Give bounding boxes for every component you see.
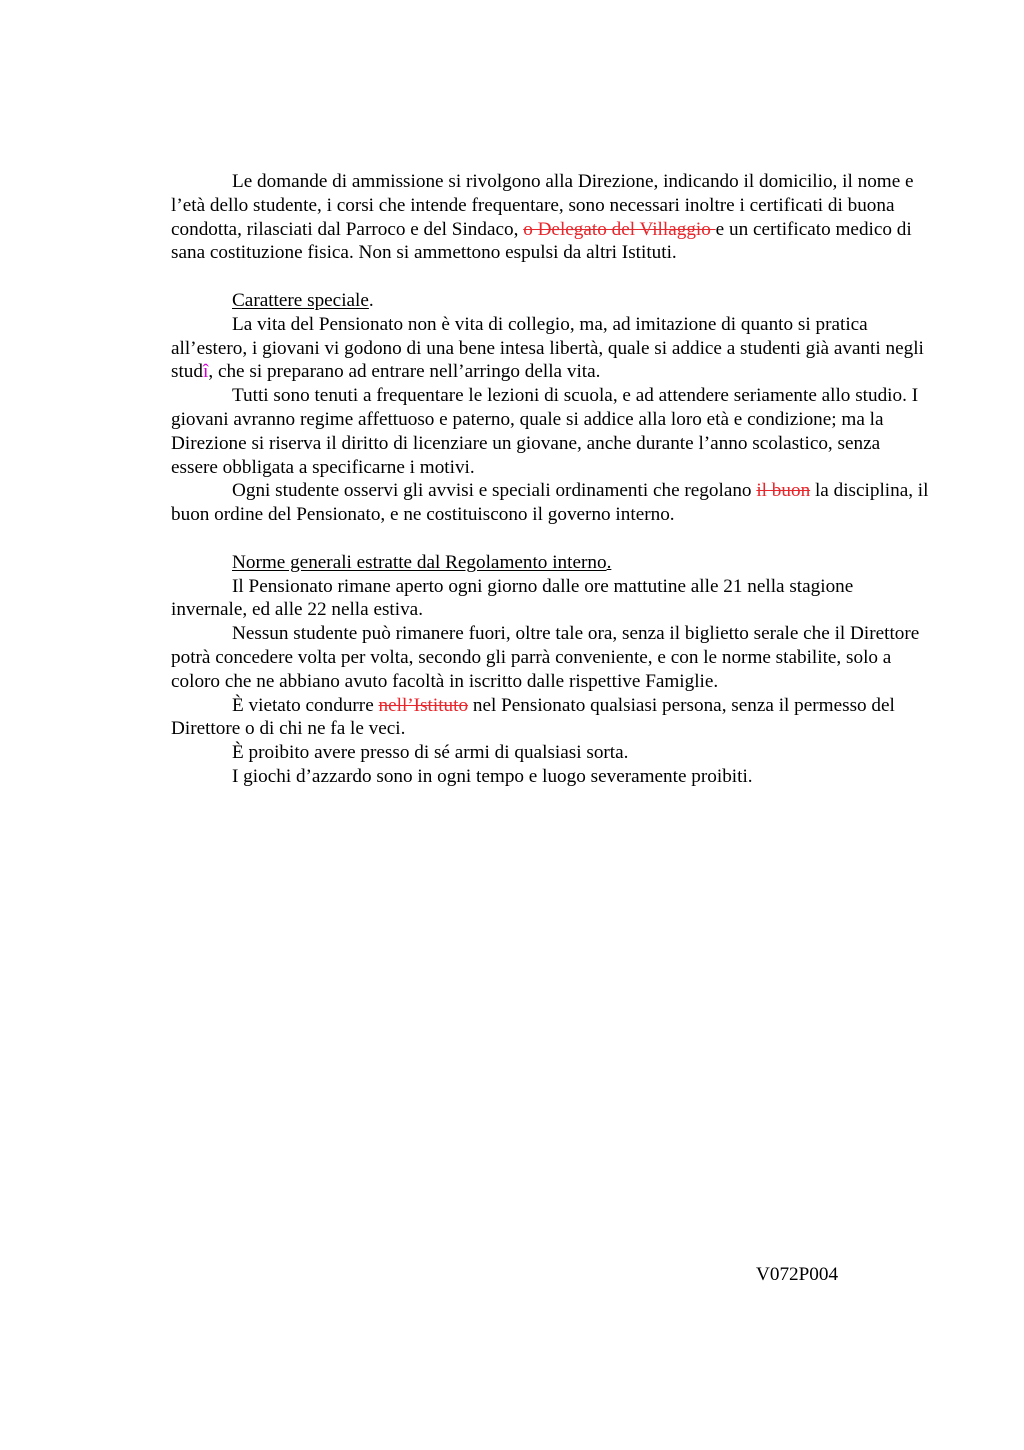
deleted-text: nell’Istituto	[378, 694, 469, 716]
paragraph-text: Nessun studente può rimanere fuori, oltre tale ora, senza il biglietto serale che il Direttore potrà concedere volta per volta, secondo gli parrà conveniente, e con le norme stabilite, solo a coloro che ne abbiano avuto facoltà in iscritto dalle rispettive Famiglie.	[171, 623, 920, 692]
paragraph-text: I giochi d’azzardo sono in ogni tempo e luogo severamente proibiti.	[232, 765, 753, 787]
deleted-text: o Delegato del Villaggio	[523, 218, 716, 240]
paragraph-ammissione	[171, 170, 931, 265]
paragraph-gap	[171, 265, 931, 289]
paragraph-text: Tutti sono tenuti a frequentare le lezioni di scuola, e ad attendere seriamente allo studio. I giovani avranno regime affettuoso e paterno, quale si addice alla loro età e condizione; ma la Direzione si riserva il diritto di licenziare un giovane, anche durante l’anno scolastico, senza essere obbligata a specificarne i motivi.	[171, 385, 919, 478]
marked-text: î	[203, 361, 209, 383]
paragraph-gap	[171, 527, 931, 551]
section-title-text: Norme generali estratte dal Regolamento interno	[232, 551, 607, 573]
document-body	[171, 170, 931, 789]
paragraph-avvisi	[171, 479, 931, 527]
paragraph-vita-pensionato	[171, 313, 931, 384]
section-title-carattere-speciale	[171, 289, 931, 313]
paragraph-biglietto-serale	[171, 622, 931, 693]
paragraph-text: , che si preparano ad entrare nell’arringo della vita.	[208, 361, 601, 383]
paragraph-lezioni	[171, 384, 931, 479]
paragraph-orario	[171, 575, 931, 623]
paragraph-text: e un certificato medico di sana costituzione fisica. Non si ammettono espulsi da altri Istituti.	[171, 218, 912, 264]
section-title-text: Carattere speciale	[232, 289, 369, 311]
paragraph-text: la disciplina, il buon ordine del Pensionato, e ne costituiscono il governo interno.	[171, 480, 929, 526]
paragraph-text: La vita del Pensionato non è vita di collegio, ma, ad imitazione di quanto si pratica all’estero, i giovani vi godono di una bene intesa libertà, quale si addice a studenti già avanti negli stud	[171, 313, 924, 383]
section-title-suffix: .	[606, 551, 612, 573]
paragraph-text: nel Pensionato qualsiasi persona, senza il permesso del Direttore o di chi ne fa le veci.	[171, 694, 895, 740]
paragraph-text: Le domande di ammissione si rivolgono alla Direzione, indicando il domicilio, il nome e l’età dello studente, i corsi che intende frequentare, sono necessari inoltre i certificati di buona condotta, rilasciati dal Parroco e del Sindaco,	[171, 171, 914, 240]
paragraph-text: Il Pensionato rimane aperto ogni giorno dalle ore mattutine alle 21 nella stagione invernale, ed alle 22 nella estiva.	[171, 575, 854, 621]
paragraph-visitatori	[171, 694, 931, 742]
paragraph-text: È proibito avere presso di sé armi di qualsiasi sorta.	[232, 742, 629, 764]
paragraph-text: È vietato condurre	[232, 694, 379, 716]
paragraph-armi	[171, 741, 931, 765]
page-code: V072P004	[756, 1264, 839, 1285]
deleted-text: il buon	[756, 480, 811, 502]
section-title-suffix: .	[368, 289, 374, 311]
paragraph-text: Ogni studente osservi gli avvisi e speciali ordinamenti che regolano	[232, 480, 757, 502]
section-title-norme-generali	[171, 551, 931, 575]
paragraph-giochi-azzardo	[171, 765, 931, 789]
